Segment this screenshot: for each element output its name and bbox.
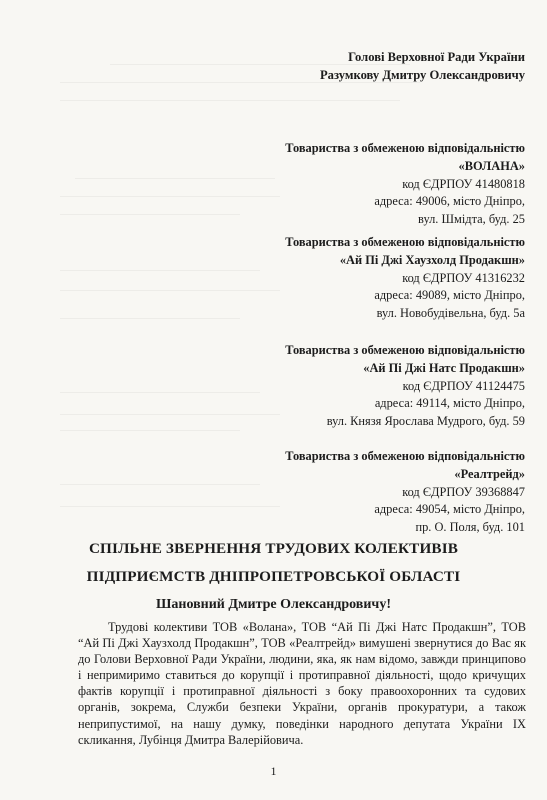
company-address-line-1: адреса: 49054, місто Дніпро, [374,502,525,517]
document-title-line-2: ПІДПРИЄМСТВ ДНІПРОПЕТРОВСЬКОЇ ОБЛАСТІ [86,568,461,585]
addressee-line-2: Разумкову Дмитру Олександровичу [319,68,525,82]
company-block [285,140,525,229]
addressee-block [320,48,525,84]
company-name: «Реалтрейд» [454,466,525,481]
company-block [285,448,525,537]
company-legal-form: Товариства з обмеженою відповідальністю [285,141,525,155]
company-code: код ЄДРПОУ 41124475 [402,378,525,393]
company-legal-form: Товариства з обмеженою відповідальністю [285,449,525,463]
company-block [285,234,525,323]
company-code: код ЄДРПОУ 41316232 [402,270,525,285]
page-number: 1 [270,764,277,778]
company-address-line-2: вул. Новобудівельна, буд. 5а [376,306,525,321]
company-name: «Ай Пі Джі Натс Продакшн» [363,360,525,375]
document-title-line-1: СПІЛЬНЕ ЗВЕРНЕННЯ ТРУДОВИХ КОЛЕКТИВІВ [88,540,459,557]
company-name: «ВОЛАНА» [458,158,525,173]
company-address-line-1: адреса: 49114, місто Дніпро, [374,396,525,411]
salutation: Шановний Дмитре Олександровичу! [156,597,391,612]
company-block [285,342,525,431]
company-address-line-2: вул. Князя Ярослава Мудрого, буд. 59 [326,414,525,429]
company-legal-form: Товариства з обмеженою відповідальністю [285,235,525,249]
company-address-line-2: вул. Шмідта, буд. 25 [418,212,525,227]
body-text [78,619,526,748]
body-paragraph: Трудові колективи ТОВ «Волана», ТОВ “Ай Пі Джі Натс Продакшн”, ТОВ “Ай Пі Джі Хаузхолд Продакшн”, ТОВ «Реалтрейд» вимушені звернутися до Вас як до Голови Верховної Ради України, людини, яка, як нам відомо, завжди принципово і непримиримо ставиться до корупції і протиправної діяльності, щодо кричущих фактів корупції і протиправної діяльності з боку правоохоронних та судових органів, зокрема, Служби безпеки України, органів прокуратури, а також неприпустимої, на нашу думку, поведінки народного депутата України IX скликання, Лубінця Дмитра Валерійовича. [78,620,526,747]
addressee-line-1: Голові Верховної Ради України [348,50,525,64]
company-code: код ЄДРПОУ 39368847 [402,484,525,499]
company-code: код ЄДРПОУ 41480818 [402,176,525,191]
company-address-line-2: пр. О. Поля, буд. 101 [415,520,525,535]
company-address-line-1: адреса: 49089, місто Дніпро, [374,288,525,303]
company-legal-form: Товариства з обмеженою відповідальністю [285,343,525,357]
company-name: «Ай Пі Джі Хаузхолд Продакшн» [339,252,525,267]
company-address-line-1: адреса: 49006, місто Дніпро, [374,194,525,209]
